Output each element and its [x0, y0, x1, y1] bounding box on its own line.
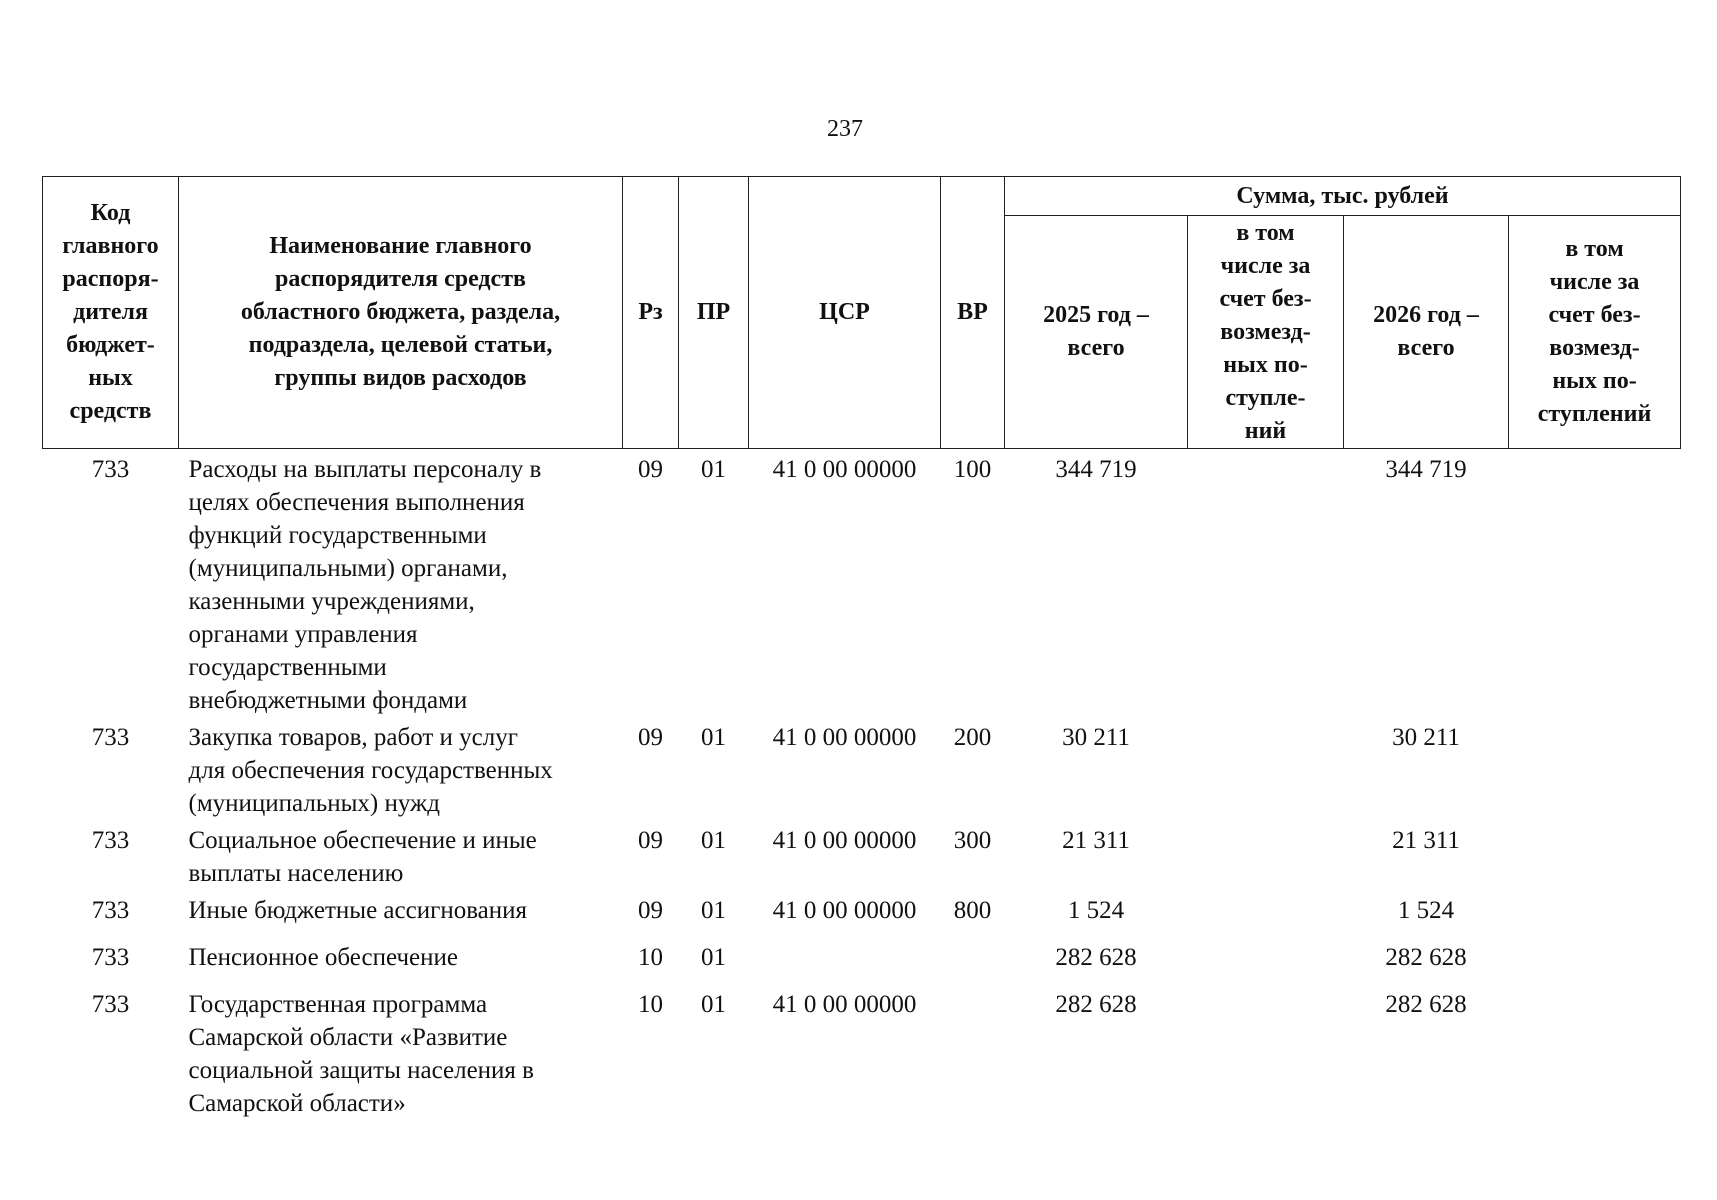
cell-2026-incl	[1509, 974, 1681, 1120]
cell-2025-total: 30 211	[1062, 724, 1130, 751]
cell-2025-incl	[1188, 717, 1344, 820]
cell-vr: 100	[953, 456, 992, 483]
cell-code: 733	[91, 897, 130, 924]
cell-code: 733	[91, 944, 130, 971]
cell-code: 733	[91, 991, 130, 1018]
cell-rz: 10	[638, 944, 663, 971]
cell-rz: 09	[638, 827, 663, 854]
cell-2026-total: 282 628	[1385, 944, 1467, 971]
cell-2026-incl	[1509, 820, 1681, 890]
header-2026-total: 2026 год – всего	[1344, 216, 1509, 449]
cell-2025-incl	[1188, 820, 1344, 890]
table-row	[43, 717, 1681, 820]
cell-name: Расходы на выплаты персоналу в целях обеспечения выполнения функций государственными (муниципальными) органами, казенными учреждениями, органами управления государственными внебюджетными фондами	[188, 456, 542, 714]
header-csr: ЦСР	[749, 177, 941, 449]
cell-2026-incl	[1509, 717, 1681, 820]
cell-csr: 41 0 00 00000	[772, 991, 917, 1018]
cell-2026-total: 21 311	[1392, 827, 1460, 854]
cell-code: 733	[91, 456, 130, 483]
cell-vr	[941, 927, 1005, 974]
cell-pr: 01	[701, 991, 726, 1018]
cell-2026-total: 344 719	[1385, 456, 1467, 483]
budget-table	[42, 176, 1681, 1120]
cell-2025-total: 344 719	[1055, 456, 1137, 483]
table-row	[43, 449, 1681, 718]
cell-csr: 41 0 00 00000	[772, 897, 917, 924]
header-sum: Сумма, тыс. рублей	[1005, 177, 1681, 216]
table-row	[43, 927, 1681, 974]
cell-rz: 10	[638, 991, 663, 1018]
cell-2025-incl	[1188, 974, 1344, 1120]
cell-rz: 09	[638, 897, 663, 924]
cell-vr: 800	[953, 897, 992, 924]
header-2026-incl: в том числе за счет без- возмезд- ных по- ступлений	[1509, 216, 1681, 449]
cell-name: Социальное обеспечение и иные выплаты населению	[188, 827, 537, 887]
cell-pr: 01	[701, 724, 726, 751]
header-pr: ПР	[679, 177, 749, 449]
cell-name: Закупка товаров, работ и услуг для обеспечения государственных (муниципальных) нужд	[188, 724, 553, 817]
page-number: 237	[827, 116, 863, 142]
cell-vr	[941, 974, 1005, 1120]
header-2025-incl: в том числе за счет без- возмезд- ных по- ступле- ний	[1188, 216, 1344, 449]
table-row	[43, 974, 1681, 1120]
cell-2026-total: 1 524	[1397, 897, 1455, 924]
cell-vr: 300	[953, 827, 992, 854]
cell-rz: 09	[638, 456, 663, 483]
cell-code: 733	[91, 827, 130, 854]
cell-pr: 01	[701, 827, 726, 854]
cell-code: 733	[91, 724, 130, 751]
cell-2025-incl	[1188, 927, 1344, 974]
cell-name: Пенсионное обеспечение	[188, 944, 458, 971]
cell-pr: 01	[701, 456, 726, 483]
cell-2026-total: 282 628	[1385, 991, 1467, 1018]
cell-2025-total: 282 628	[1055, 944, 1137, 971]
cell-csr: 41 0 00 00000	[772, 724, 917, 751]
header-rz: Рз	[623, 177, 679, 449]
cell-2025-total: 282 628	[1055, 991, 1137, 1018]
header-name: Наименование главного распорядителя средств областного бюджета, раздела, подраздела, целевой статьи, группы видов расходов	[179, 177, 623, 449]
cell-name: Иные бюджетные ассигнования	[188, 897, 528, 924]
header-code: Код главного распоря- дителя бюджет- ных средств	[43, 177, 179, 449]
cell-2025-total: 1 524	[1067, 897, 1125, 924]
cell-2025-incl	[1188, 449, 1344, 718]
table-row	[43, 820, 1681, 890]
cell-2025-incl	[1188, 890, 1344, 927]
cell-2026-total: 30 211	[1392, 724, 1460, 751]
cell-csr: 41 0 00 00000	[772, 827, 917, 854]
table-header	[43, 177, 1681, 449]
cell-2025-total: 21 311	[1062, 827, 1130, 854]
cell-csr	[749, 927, 941, 974]
cell-2026-incl	[1509, 449, 1681, 718]
header-2025-total: 2025 год – всего	[1005, 216, 1188, 449]
header-vr: ВР	[941, 177, 1005, 449]
table-body	[43, 449, 1681, 1121]
cell-vr: 200	[953, 724, 992, 751]
table-row	[43, 890, 1681, 927]
cell-name: Государственная программа Самарской области «Развитие социальной защиты населения в Самарской области»	[188, 991, 534, 1117]
cell-2026-incl	[1509, 890, 1681, 927]
cell-rz: 09	[638, 724, 663, 751]
cell-2026-incl	[1509, 927, 1681, 974]
cell-csr: 41 0 00 00000	[772, 456, 917, 483]
cell-pr: 01	[701, 944, 726, 971]
cell-pr: 01	[701, 897, 726, 924]
